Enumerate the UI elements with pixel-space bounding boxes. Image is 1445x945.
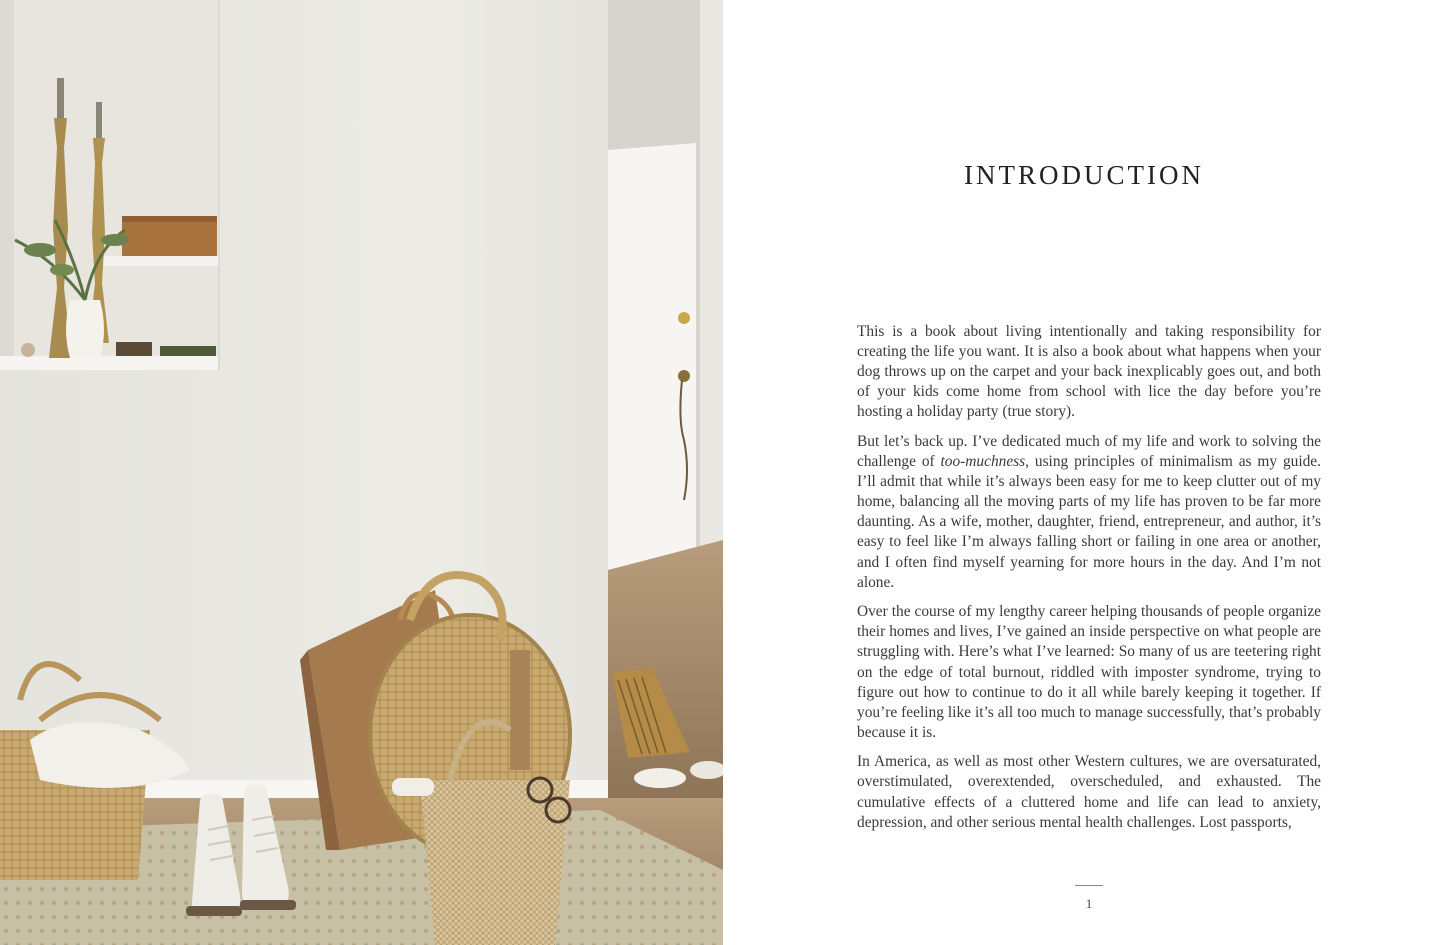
paragraph-3: Over the course of my lengthy career helping thousands of people organize their homes and lives, I’ve gained an inside perspective on what people are struggling with. Here’s what I’ve learned: So many of us are teetering right on the edge of total burnout, riddled with imposter syndrome, trying to figure out how to continue to do it all while barely keeping it together. If you’re feeling like it’s all too much to manage successfully, that’s probably because it is.	[857, 603, 1321, 741]
paragraph-2-start: But let’s back up. I’ve dedicated much of my life and work to solving the challenge of	[857, 432, 1321, 471]
paragraph-2-end: , using principles of minimalism as my guide. I’ll admit that while it’s always been easy for me to keep clutter out of my home, balancing all the moving parts of my life has proven to be far more daunting. As a wife, mother, daughter, friend, entrepreneur, and author, it’s easy to feel like I’m always falling short or failing in one area or another, and I often find myself yearning for more hours in the day. And I’m not alone.	[857, 453, 1321, 591]
page-number-rule	[1075, 885, 1103, 886]
chapter-title: INTRODUCTION	[964, 160, 1204, 190]
paragraph-2-emphasis: too-muchness	[940, 453, 1026, 471]
text-page	[723, 0, 1445, 945]
body-text	[857, 322, 1321, 842]
page-number: 1	[1085, 896, 1093, 911]
paragraph-2	[857, 432, 1321, 593]
paragraph-4: In America, as well as most other Western cultures, we are oversaturated, overstimulated, overextended, overscheduled, and exhausted. The cumulative effects of a cluttered home and life can lead to anxiety, depression, and other serious mental health challenges. Lost passports,	[857, 753, 1321, 831]
paragraph-1: This is a book about living intentionally and taking responsibility for creating the life you want. It is also a book about what happens when your dog throws up on the carpet and your back inexplicably goes out, and both of your kids come home from school with lice the day before you’re hosting a holiday party (true story).	[857, 323, 1321, 421]
